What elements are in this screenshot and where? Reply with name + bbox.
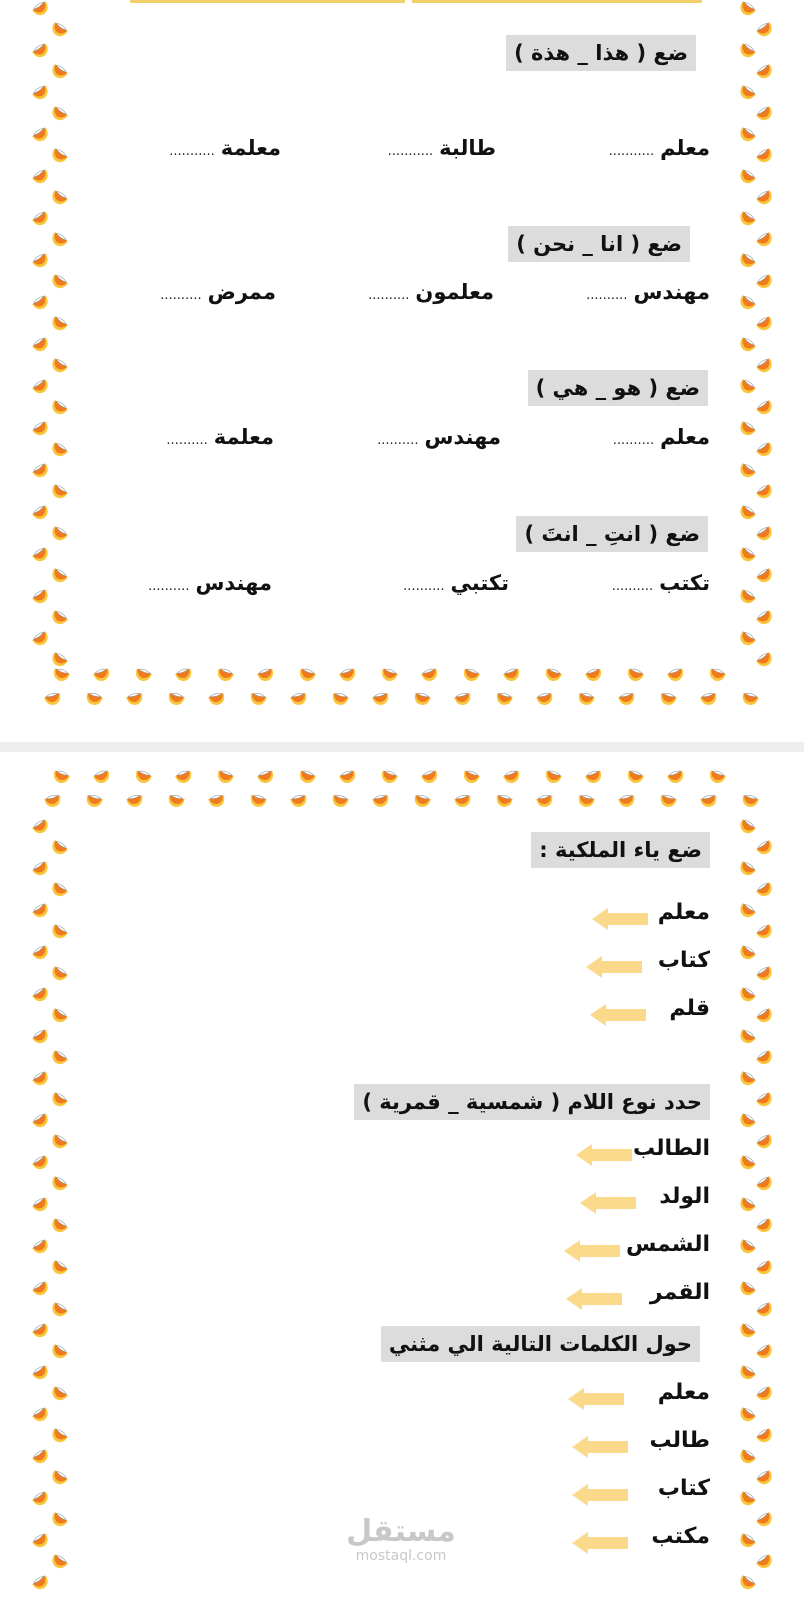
candy-corn-icon [575, 690, 596, 708]
candy-corn-icon [754, 1467, 777, 1489]
candy-corn-icon [30, 166, 53, 188]
candy-corn-icon [736, 82, 759, 104]
candy-corn-icon [124, 792, 145, 810]
candy-corn-icon [30, 334, 53, 356]
candy-corn-icon [754, 1551, 777, 1573]
candy-corn-icon [337, 665, 359, 684]
candy-corn-icon [42, 690, 63, 708]
candy-corn-icon [575, 792, 596, 810]
candy-corn-icon [30, 1026, 53, 1048]
candy-corn-icon [736, 292, 759, 314]
candy-corn-icon [30, 502, 53, 524]
candy-corn-icon [30, 1404, 53, 1426]
candy-corn-icon [48, 921, 71, 943]
candy-corn-icon [493, 690, 514, 708]
candy-corn-icon [30, 1110, 53, 1132]
page-separator [0, 742, 804, 752]
candy-corn-icon [754, 1047, 777, 1069]
candy-corn-icon [452, 690, 473, 708]
candy-corn-icon [736, 1194, 759, 1216]
candy-corn-icon [736, 628, 759, 650]
mostaql-watermark [336, 1516, 466, 1564]
candy-corn-icon [206, 690, 227, 708]
candy-corn-icon [30, 1446, 53, 1468]
candy-corn-icon [30, 460, 53, 482]
candy-corn-icon [124, 690, 145, 708]
candy-corn-icon [534, 792, 555, 810]
candy-corn-icon [736, 984, 759, 1006]
candy-corn-icon [48, 229, 71, 251]
candy-corn-icon [30, 544, 53, 566]
candy-corn-icon [657, 690, 678, 708]
candy-corn-icon [736, 1026, 759, 1048]
candy-corn-icon [30, 900, 53, 922]
item-word: معلم [657, 1380, 710, 1405]
candy-corn-icon [30, 40, 53, 62]
blank-line: .......... [166, 433, 208, 448]
candy-corn-icon [411, 792, 432, 810]
candy-corn-icon [624, 767, 646, 786]
candy-corn-icon [83, 690, 104, 708]
candy-corn-icon [30, 418, 53, 440]
candy-corn-icon [132, 767, 154, 786]
candy-corn-icon [48, 607, 71, 629]
candy-corn-icon [48, 565, 71, 587]
blank-line: .......... [403, 579, 445, 594]
candy-corn-icon [736, 460, 759, 482]
candy-corn-icon [736, 1320, 759, 1342]
exercise-word: تكتب.......... [611, 571, 710, 595]
candy-corn-icon [214, 767, 236, 786]
candy-corn-icon [698, 690, 719, 708]
candy-corn-icon [173, 767, 195, 786]
candy-corn-icon [736, 0, 759, 20]
candy-corn-icon [30, 984, 53, 1006]
candy-corn-icon [501, 665, 523, 684]
candy-corn-icon [48, 313, 71, 335]
candy-corn-icon [83, 792, 104, 810]
candy-corn-icon [30, 1194, 53, 1216]
candy-corn-icon [754, 1509, 777, 1531]
candy-corn-icon [48, 963, 71, 985]
candy-corn-icon [754, 565, 777, 587]
candy-corn-icon [30, 1488, 53, 1510]
exercise-word: معلم........... [608, 136, 710, 160]
candy-corn-icon [736, 1446, 759, 1468]
item-word: مكتب [651, 1524, 710, 1549]
candy-corn-icon [754, 355, 777, 377]
candy-corn-icon [370, 792, 391, 810]
candy-corn-icon [754, 1215, 777, 1237]
candy-corn-icon [419, 665, 441, 684]
candy-corn-icon [48, 1089, 71, 1111]
candy-corn-icon [754, 1257, 777, 1279]
candy-corn-icon [706, 767, 728, 786]
blank-line: .......... [160, 288, 202, 303]
section-header: ضع ( هو _ هي ) [528, 370, 708, 406]
candy-corn-icon [736, 1362, 759, 1384]
candy-corn-icon [736, 208, 759, 230]
candy-corn-icon [296, 767, 318, 786]
candy-corn-icon [736, 334, 759, 356]
candy-corn-icon [736, 586, 759, 608]
candy-corn-icon [754, 1383, 777, 1405]
candy-corn-icon [754, 439, 777, 461]
candy-corn-icon [48, 187, 71, 209]
arrow-left-icon [570, 1434, 630, 1460]
candy-corn-icon [30, 0, 53, 20]
exercise-word: مهندس.......... [148, 571, 272, 595]
candy-corn-icon [48, 481, 71, 503]
candy-corn-icon [30, 1530, 53, 1552]
candy-corn-icon [48, 837, 71, 859]
exercise-word: طالبة........... [387, 136, 496, 160]
candy-corn-icon [754, 1089, 777, 1111]
section-header: ضع ياء الملكية : [531, 832, 710, 868]
candy-corn-icon [754, 837, 777, 859]
item-word: الطالب [632, 1136, 710, 1161]
item-word: الولد [659, 1184, 710, 1209]
candy-corn-icon [754, 397, 777, 419]
candy-corn-icon [48, 397, 71, 419]
candy-corn-icon [288, 690, 309, 708]
candy-corn-icon [736, 250, 759, 272]
candy-corn-icon [165, 792, 186, 810]
candy-corn-icon [736, 376, 759, 398]
candy-corn-icon [736, 1278, 759, 1300]
candy-corn-icon [165, 690, 186, 708]
candy-corn-icon [736, 1572, 759, 1594]
section-header: ضع ( انا _ نحن ) [508, 226, 690, 262]
candy-corn-icon [754, 1425, 777, 1447]
candy-corn-icon [48, 1341, 71, 1363]
candy-corn-icon [48, 649, 71, 671]
top-edge-line [412, 0, 702, 3]
candy-corn-icon [754, 229, 777, 251]
candy-corn-icon [754, 271, 777, 293]
candy-corn-icon [329, 792, 350, 810]
candy-corn-icon [736, 40, 759, 62]
candy-corn-icon [583, 665, 605, 684]
candy-corn-icon [30, 208, 53, 230]
top-edge-line [130, 0, 405, 3]
candy-corn-icon [501, 767, 523, 786]
exercise-word: تكتبي.......... [403, 571, 509, 595]
candy-corn-icon [754, 607, 777, 629]
candy-corn-icon [247, 690, 268, 708]
candy-corn-icon [754, 921, 777, 943]
candy-corn-icon [460, 767, 482, 786]
candy-corn-icon [754, 313, 777, 335]
candy-corn-icon [48, 61, 71, 83]
candy-corn-icon [493, 792, 514, 810]
candy-corn-icon [624, 665, 646, 684]
exercise-word: مهندس.......... [377, 425, 501, 449]
candy-corn-icon [419, 767, 441, 786]
arrow-left-icon [564, 1286, 624, 1312]
watermark-url: mostaql.com [355, 1548, 447, 1564]
candy-corn-icon [214, 665, 236, 684]
blank-line: ........... [387, 144, 434, 159]
candy-corn-icon [754, 963, 777, 985]
candy-corn-icon [50, 767, 72, 786]
candy-corn-icon [754, 19, 777, 41]
blank-line: .......... [612, 433, 655, 448]
candy-corn-icon [30, 1572, 53, 1594]
blank-line: .......... [611, 579, 654, 594]
arrow-left-icon [562, 1238, 622, 1264]
candy-corn-icon [30, 858, 53, 880]
candy-corn-icon [48, 1383, 71, 1405]
candy-corn-icon [288, 792, 309, 810]
candy-corn-icon [739, 792, 760, 810]
candy-corn-icon [754, 1173, 777, 1195]
candy-corn-icon [452, 792, 473, 810]
candy-corn-icon [736, 1530, 759, 1552]
candy-corn-icon [48, 1467, 71, 1489]
candy-corn-icon [736, 1068, 759, 1090]
candy-corn-icon [736, 1488, 759, 1510]
candy-corn-icon [48, 19, 71, 41]
candy-corn-icon [736, 816, 759, 838]
candy-corn-icon [736, 900, 759, 922]
candy-corn-icon [48, 1047, 71, 1069]
candy-corn-icon [754, 649, 777, 671]
candy-corn-icon [736, 1404, 759, 1426]
candy-corn-icon [30, 1236, 53, 1258]
worksheet-page-2 [0, 752, 804, 1600]
worksheet-page-1 [0, 0, 804, 742]
candy-corn-icon [736, 166, 759, 188]
candy-corn-icon [378, 767, 400, 786]
candy-corn-icon [30, 816, 53, 838]
item-word: قلم [669, 996, 710, 1021]
candy-corn-icon [48, 103, 71, 125]
candy-corn-icon [754, 481, 777, 503]
candy-corn-icon [30, 1278, 53, 1300]
candy-corn-icon [247, 792, 268, 810]
candy-corn-icon [754, 879, 777, 901]
arrow-left-icon [570, 1482, 630, 1508]
blank-line: .......... [586, 288, 628, 303]
candy-corn-icon [754, 1131, 777, 1153]
candy-corn-icon [48, 271, 71, 293]
candy-corn-icon [173, 665, 195, 684]
candy-corn-icon [736, 1110, 759, 1132]
candy-corn-icon [665, 767, 687, 786]
candy-corn-icon [206, 792, 227, 810]
candy-corn-icon [736, 942, 759, 964]
blank-line: .......... [377, 433, 419, 448]
arrow-left-icon [566, 1386, 626, 1412]
item-word: الشمس [625, 1232, 710, 1257]
candy-corn-icon [30, 124, 53, 146]
item-word: كتاب [657, 1476, 710, 1501]
candy-corn-icon [736, 418, 759, 440]
candy-corn-icon [30, 1068, 53, 1090]
blank-line: .......... [368, 288, 410, 303]
candy-corn-icon [698, 792, 719, 810]
arrow-left-icon [574, 1142, 634, 1168]
candy-corn-icon [91, 767, 113, 786]
candy-corn-icon [48, 523, 71, 545]
exercise-word: ممرض.......... [160, 280, 276, 304]
blank-line: .......... [148, 579, 190, 594]
candy-corn-icon [754, 187, 777, 209]
exercise-word: معلمون.......... [368, 280, 494, 304]
candy-corn-icon [736, 1152, 759, 1174]
candy-corn-icon [736, 1236, 759, 1258]
candy-corn-icon [30, 1320, 53, 1342]
candy-corn-icon [30, 942, 53, 964]
candy-corn-icon [255, 665, 277, 684]
candy-corn-icon [255, 767, 277, 786]
candy-corn-icon [616, 690, 637, 708]
candy-corn-icon [132, 665, 154, 684]
candy-corn-icon [583, 767, 605, 786]
item-word: طالب [649, 1428, 710, 1453]
item-word: كتاب [657, 948, 710, 973]
candy-corn-icon [48, 1131, 71, 1153]
candy-corn-icon [48, 879, 71, 901]
candy-corn-icon [754, 523, 777, 545]
candy-corn-icon [48, 1005, 71, 1027]
candy-corn-icon [42, 792, 63, 810]
candy-corn-icon [48, 1215, 71, 1237]
watermark-logo-text: مستقل [346, 1514, 456, 1549]
candy-corn-icon [30, 628, 53, 650]
candy-corn-icon [329, 690, 350, 708]
candy-corn-icon [48, 355, 71, 377]
candy-corn-icon [48, 1551, 71, 1573]
candy-corn-icon [665, 665, 687, 684]
candy-corn-icon [30, 250, 53, 272]
candy-corn-icon [657, 792, 678, 810]
exercise-word: معلم.......... [612, 425, 710, 449]
candy-corn-icon [754, 61, 777, 83]
candy-corn-icon [48, 1425, 71, 1447]
candy-corn-icon [754, 103, 777, 125]
candy-corn-icon [30, 586, 53, 608]
candy-corn-icon [337, 767, 359, 786]
candy-corn-icon [736, 544, 759, 566]
candy-corn-border [0, 752, 804, 1600]
candy-corn-icon [542, 767, 564, 786]
candy-corn-icon [754, 145, 777, 167]
arrow-left-icon [584, 954, 644, 980]
exercise-word: معلمة.......... [166, 425, 274, 449]
candy-corn-icon [296, 665, 318, 684]
section-header: حول الكلمات التالية الي مثني [381, 1326, 700, 1362]
section-header: ضع ( هذا _ هذة ) [506, 35, 696, 71]
candy-corn-icon [706, 665, 728, 684]
candy-corn-icon [460, 665, 482, 684]
candy-corn-icon [48, 1509, 71, 1531]
candy-corn-icon [542, 665, 564, 684]
candy-corn-icon [30, 376, 53, 398]
candy-corn-icon [736, 124, 759, 146]
candy-corn-icon [534, 690, 555, 708]
section-header: ضع ( انتِ _ انتَ ) [516, 516, 708, 552]
candy-corn-icon [378, 665, 400, 684]
candy-corn-icon [48, 145, 71, 167]
blank-line: ........... [608, 144, 655, 159]
candy-corn-icon [411, 690, 432, 708]
candy-corn-icon [30, 82, 53, 104]
candy-corn-icon [370, 690, 391, 708]
candy-corn-icon [30, 1152, 53, 1174]
candy-corn-icon [48, 1299, 71, 1321]
candy-corn-icon [616, 792, 637, 810]
arrow-left-icon [590, 906, 650, 932]
candy-corn-icon [754, 1341, 777, 1363]
candy-corn-icon [48, 1173, 71, 1195]
exercise-word: معلمة........... [169, 136, 281, 160]
arrow-left-icon [588, 1002, 648, 1028]
candy-corn-icon [48, 1257, 71, 1279]
candy-corn-icon [91, 665, 113, 684]
blank-line: ........... [169, 144, 215, 159]
section-header: حدد نوع اللام ( شمسية _ قمرية ) [354, 1084, 710, 1120]
candy-corn-icon [50, 665, 72, 684]
item-word: القمر [649, 1280, 710, 1305]
candy-corn-icon [30, 292, 53, 314]
arrow-left-icon [578, 1190, 638, 1216]
candy-corn-icon [736, 502, 759, 524]
exercise-word: مهندس.......... [586, 280, 710, 304]
arrow-left-icon [570, 1530, 630, 1556]
item-word: معلم [657, 900, 710, 925]
candy-corn-icon [48, 439, 71, 461]
candy-corn-icon [754, 1005, 777, 1027]
candy-corn-icon [739, 690, 760, 708]
candy-corn-icon [736, 858, 759, 880]
candy-corn-icon [30, 1362, 53, 1384]
candy-corn-icon [754, 1299, 777, 1321]
